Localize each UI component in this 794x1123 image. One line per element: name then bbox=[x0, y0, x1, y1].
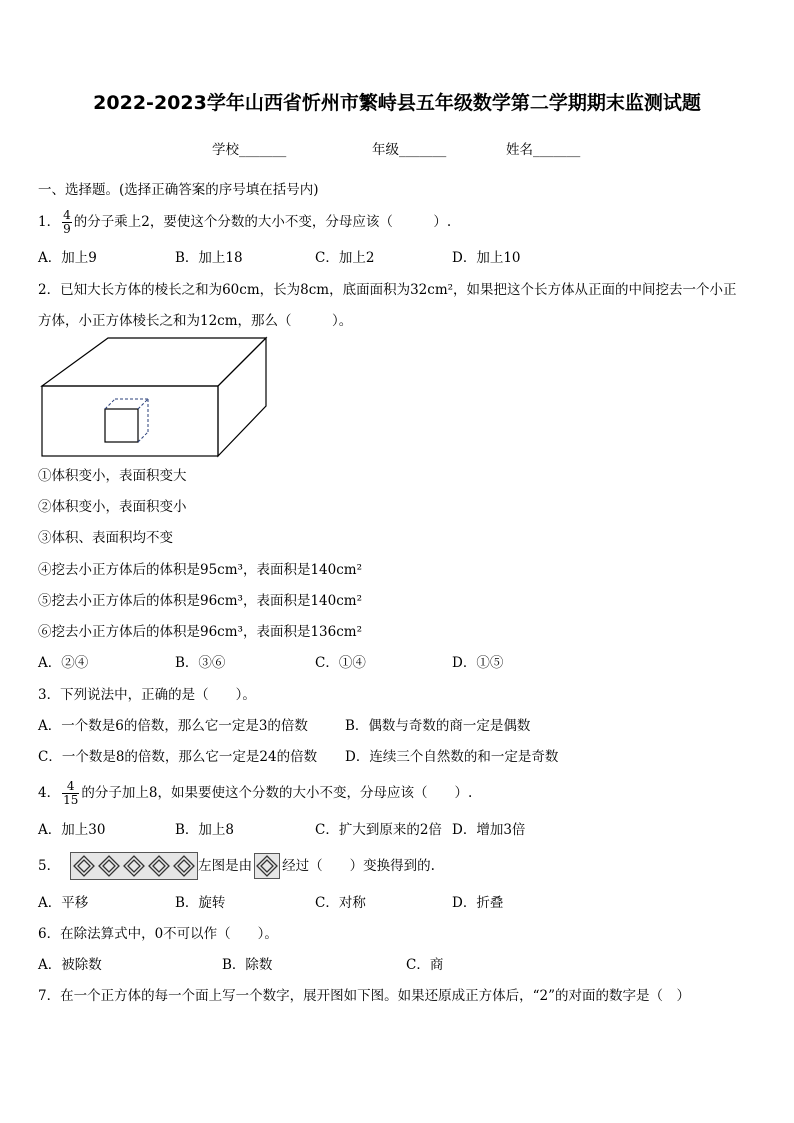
section-heading: 一、选择题。(选择正确答案的序号填在括号内) bbox=[38, 182, 319, 198]
question-5 bbox=[38, 851, 435, 881]
q3-option-b[interactable]: B．偶数与奇数的商一定是偶数 bbox=[345, 718, 531, 734]
small-cube-front bbox=[105, 409, 138, 442]
cuboid-figure bbox=[40, 336, 270, 458]
q5-text-b: 经过（ ）变换得到的. bbox=[282, 858, 435, 874]
q5-option-d[interactable]: D．折叠 bbox=[452, 895, 504, 911]
q4-fraction-denominator: 15 bbox=[63, 792, 79, 807]
page-title: 2022-2023学年山西省忻州市繁峙县五年级数学第二学期期末监测试题 bbox=[93, 92, 701, 114]
diamond-strip-pattern bbox=[70, 852, 198, 880]
grade-field[interactable]: 年级_______ bbox=[372, 142, 447, 158]
q6-option-b[interactable]: B．除数 bbox=[222, 957, 273, 973]
q3-option-d[interactable]: D．连续三个自然数的和一定是奇数 bbox=[345, 749, 559, 765]
q4-fraction-numerator: 4 bbox=[62, 780, 79, 794]
name-field[interactable]: 姓名_______ bbox=[506, 142, 581, 158]
small-cube-edge bbox=[138, 399, 148, 409]
question-1 bbox=[38, 204, 451, 240]
question-4 bbox=[38, 775, 472, 811]
q1-fraction-denominator: 9 bbox=[63, 221, 71, 236]
q7-text: 7．在一个正方体的每一个面上写一个数字，展开图如下图。如果还原成正方体后，“2”的对面的数字是（ ） bbox=[38, 988, 690, 1004]
q2-text-line1: 2．已知大长方体的棱长之和为60cm，长为8cm，底面面积为32cm²，如果把这个长方体从正面的中间挖去一个小正 bbox=[38, 282, 737, 298]
q5-option-b[interactable]: B．旋转 bbox=[175, 895, 226, 911]
q2-statement-1: ①体积变小，表面积变大 bbox=[38, 468, 187, 484]
q6-option-a[interactable]: A．被除数 bbox=[38, 957, 102, 973]
q5-text-a: 左图是由 bbox=[198, 858, 253, 874]
q3-option-a[interactable]: A．一个数是6的倍数，那么它一定是3的倍数 bbox=[38, 718, 308, 734]
q1-option-b[interactable]: B．加上18 bbox=[175, 250, 243, 266]
q2-option-b[interactable]: B．③⑥ bbox=[175, 655, 226, 671]
q2-statement-3: ③体积、表面积均不变 bbox=[38, 530, 173, 546]
q5-option-c[interactable]: C．对称 bbox=[315, 895, 366, 911]
q4-option-a[interactable]: A．加上30 bbox=[38, 822, 106, 838]
q2-option-a[interactable]: A．②④ bbox=[38, 655, 89, 671]
q4-text: 的分子加上8，如果要使这个分数的大小不变，分母应该（ ）. bbox=[81, 785, 473, 801]
small-cube-edge bbox=[105, 399, 115, 409]
q1-option-c[interactable]: C．加上2 bbox=[315, 250, 375, 266]
cuboid-front-face bbox=[42, 386, 218, 456]
q2-option-c[interactable]: C．①④ bbox=[315, 655, 366, 671]
q4-option-d[interactable]: D．增加3倍 bbox=[452, 822, 526, 838]
q2-option-d[interactable]: D．①⑤ bbox=[452, 655, 504, 671]
q3-option-c[interactable]: C．一个数是8的倍数，那么它一定是24的倍数 bbox=[38, 749, 318, 765]
cuboid-top-face bbox=[42, 338, 266, 386]
cuboid-side-face bbox=[218, 338, 266, 456]
q2-statement-6: ⑥挖去小正方体后的体积是96cm³，表面积是136cm² bbox=[38, 624, 362, 640]
q2-statement-4: ④挖去小正方体后的体积是95cm³，表面积是140cm² bbox=[38, 562, 362, 578]
q5-option-a[interactable]: A．平移 bbox=[38, 895, 89, 911]
q3-text: 3．下列说法中，正确的是（ ）。 bbox=[38, 687, 256, 703]
q6-text: 6．在除法算式中，0不可以作（ ）。 bbox=[38, 926, 278, 942]
small-cube-edge bbox=[138, 432, 148, 442]
q4-fraction bbox=[62, 780, 79, 807]
q1-number: 1． bbox=[38, 214, 61, 230]
q5-number: 5． bbox=[38, 858, 61, 874]
school-field[interactable]: 学校_______ bbox=[212, 142, 287, 158]
q1-fraction bbox=[62, 209, 72, 236]
q4-number: 4． bbox=[38, 785, 61, 801]
q2-statement-5: ⑤挖去小正方体后的体积是96cm³，表面积是140cm² bbox=[38, 593, 362, 609]
q4-option-c[interactable]: C．扩大到原来的2倍 bbox=[315, 822, 442, 838]
q1-option-a[interactable]: A．加上9 bbox=[38, 250, 97, 266]
q4-option-b[interactable]: B．加上8 bbox=[175, 822, 235, 838]
q1-fraction-numerator: 4 bbox=[63, 207, 71, 222]
q6-option-c[interactable]: C．商 bbox=[406, 957, 444, 973]
q1-option-d[interactable]: D．加上10 bbox=[452, 250, 521, 266]
q2-text-line2: 方体，小正方体棱长之和为12cm，那么（ ）。 bbox=[38, 313, 353, 329]
diamond-unit-pattern bbox=[254, 853, 280, 879]
q2-statement-2: ②体积变小，表面积变小 bbox=[38, 499, 187, 515]
q1-text: 的分子乘上2，要使这个分数的大小不变，分母应该（ ）. bbox=[73, 214, 452, 230]
